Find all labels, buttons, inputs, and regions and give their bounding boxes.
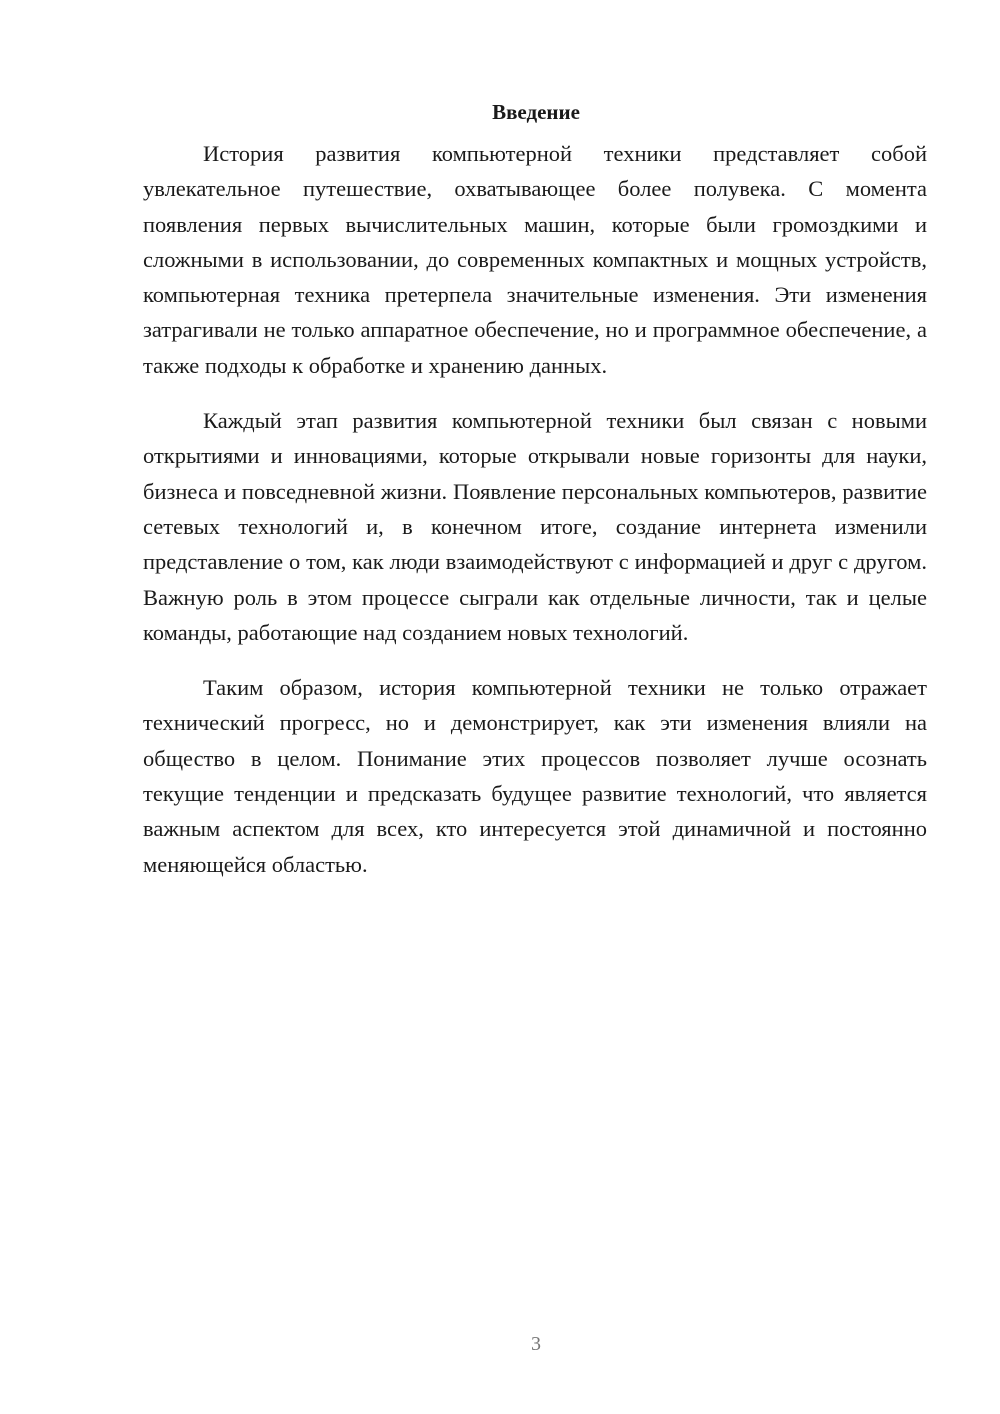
paragraph-2: Каждый этап развития компьютерной техники был связан с новыми открытиями и инновациями, которые открывали новые горизонты для науки, бизнеса и повседневной жизни. Появление персональных компьютеров, развитие сетевых технологий и, в конечном итоге, создание интернета изменили представление о том, как люди взаимодействуют с информацией и друг с другом. Важную роль в этом процессе сыграли как отдельные личности, так и целые команды, работающие над созданием новых технологий. [143,408,927,645]
section-title: Введение [492,100,580,124]
page-number: 3 [531,1333,541,1355]
page-content [143,96,927,902]
paragraph-3: Таким образом, история компьютерной техники не только отражает технический прогресс, но и демонстрирует, как эти изменения влияли на общество в целом. Понимание этих процессов позволяет лучше осознать текущие тенденции и предсказать будущее развитие технологий, что является важным аспектом для всех, кто интересуется этой динамичной и постоянно меняющейся областью. [143,675,927,877]
paragraph-1: История развития компьютерной техники представляет собой увлекательное путешествие, охватывающее более полувека. С момента появления первых вычислительных машин, которые были громоздкими и сложными в использовании, до современных компактных и мощных устройств, компьютерная техника претерпела значительные изменения. Эти изменения затрагивали не только аппаратное обеспечение, но и программное обеспечение, а также подходы к обработке и хранению данных. [143,141,927,378]
